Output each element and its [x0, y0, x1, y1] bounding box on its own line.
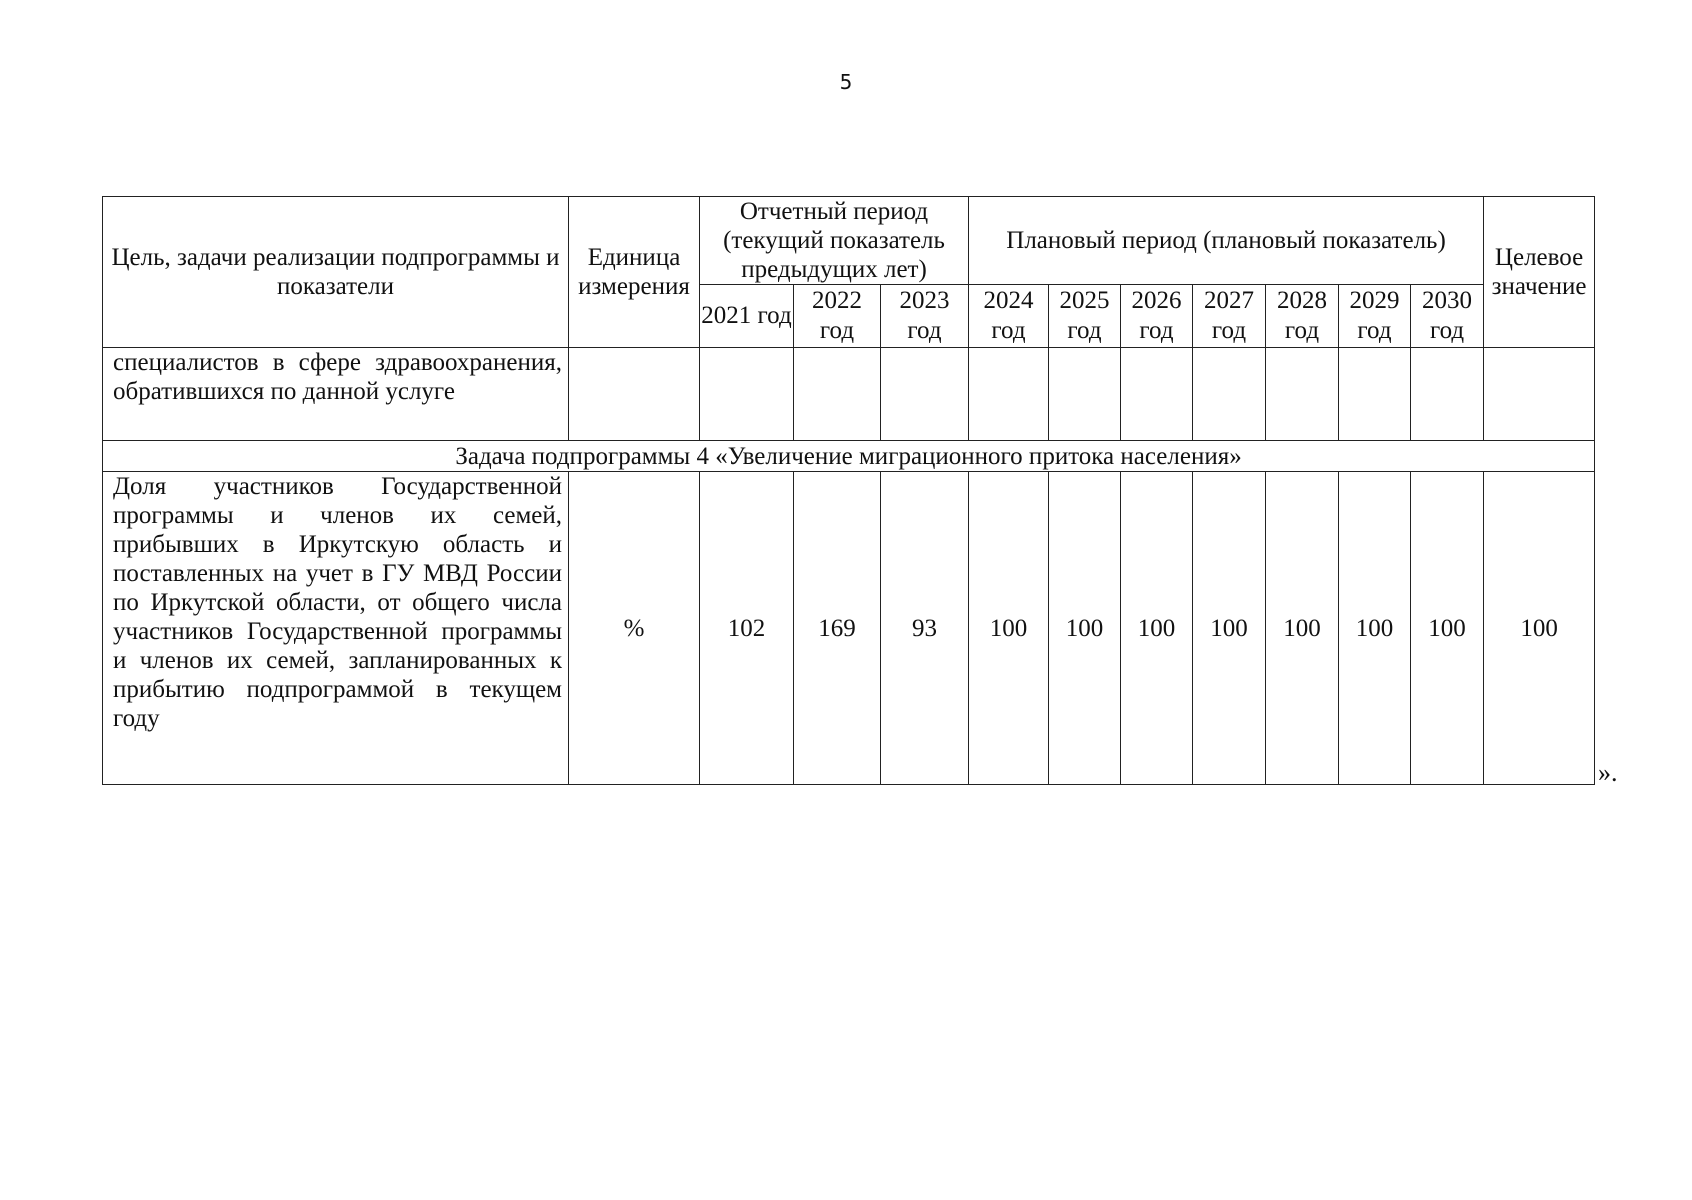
table-cell	[1484, 348, 1595, 441]
table-cell	[1411, 348, 1484, 441]
indicator-value-2027: 100	[1193, 472, 1266, 785]
indicator-description: Доля участников Государственной программы и членов их семей, прибывших в Иркутскую область и поставленных на учет в ГУ МВД России по Иркутской области, от общего числа участников Государственной программы и членов их семей, запланированных к прибытию подпрограммой в текущем году	[103, 472, 569, 785]
table-cell	[969, 348, 1049, 441]
indicator-value-2029: 100	[1339, 472, 1411, 785]
continued-indicator-description: специалистов в сфере здравоохранения, обратившихся по данной услуге	[103, 348, 569, 441]
header-row-top	[103, 197, 1595, 285]
indicator-value-2022: 169	[794, 472, 881, 785]
indicator-value-2023: 93	[881, 472, 969, 785]
header-year-2021: 2021 год	[700, 285, 794, 348]
indicator-value-2025: 100	[1049, 472, 1121, 785]
header-year-2026: 2026 год	[1121, 285, 1193, 348]
header-planning-period: Плановый период (плановый показатель)	[969, 197, 1484, 285]
header-reporting-period: Отчетный период (текущий показатель предыдущих лет)	[700, 197, 969, 285]
task-heading: Задача подпрограммы 4 «Увеличение миграционного притока населения»	[103, 441, 1595, 472]
indicator-value-2030: 100	[1411, 472, 1484, 785]
table-cell	[1049, 348, 1121, 441]
header-year-2022: 2022 год	[794, 285, 881, 348]
header-year-2023: 2023 год	[881, 285, 969, 348]
header-target: Целевое значение	[1484, 197, 1595, 348]
page-number: 5	[839, 70, 853, 94]
indicator-value-2024: 100	[969, 472, 1049, 785]
header-year-2024: 2024 год	[969, 285, 1049, 348]
header-year-2027: 2027 год	[1193, 285, 1266, 348]
indicator-row	[103, 472, 1595, 785]
indicator-value-2026: 100	[1121, 472, 1193, 785]
indicators-table	[102, 196, 1595, 785]
table-cell	[1339, 348, 1411, 441]
table-cell	[569, 348, 700, 441]
table-cell	[700, 348, 794, 441]
task-row	[103, 441, 1595, 472]
indicator-value-2028: 100	[1266, 472, 1339, 785]
table-cell	[881, 348, 969, 441]
table-cell	[794, 348, 881, 441]
header-unit: Единица измерения	[569, 197, 700, 348]
table-cell	[1193, 348, 1266, 441]
table-cell	[1266, 348, 1339, 441]
header-year-2030: 2030 год	[1411, 285, 1484, 348]
header-goal: Цель, задачи реализации подпрограммы и показатели	[103, 197, 569, 348]
header-year-2025: 2025 год	[1049, 285, 1121, 348]
continued-indicator-row	[103, 348, 1595, 441]
header-year-2029: 2029 год	[1339, 285, 1411, 348]
indicator-target: 100	[1484, 472, 1595, 785]
indicator-unit: %	[569, 472, 700, 785]
header-year-2028: 2028 год	[1266, 285, 1339, 348]
indicator-value-2021: 102	[700, 472, 794, 785]
table-cell	[1121, 348, 1193, 441]
closing-quote: ».	[1598, 758, 1618, 787]
